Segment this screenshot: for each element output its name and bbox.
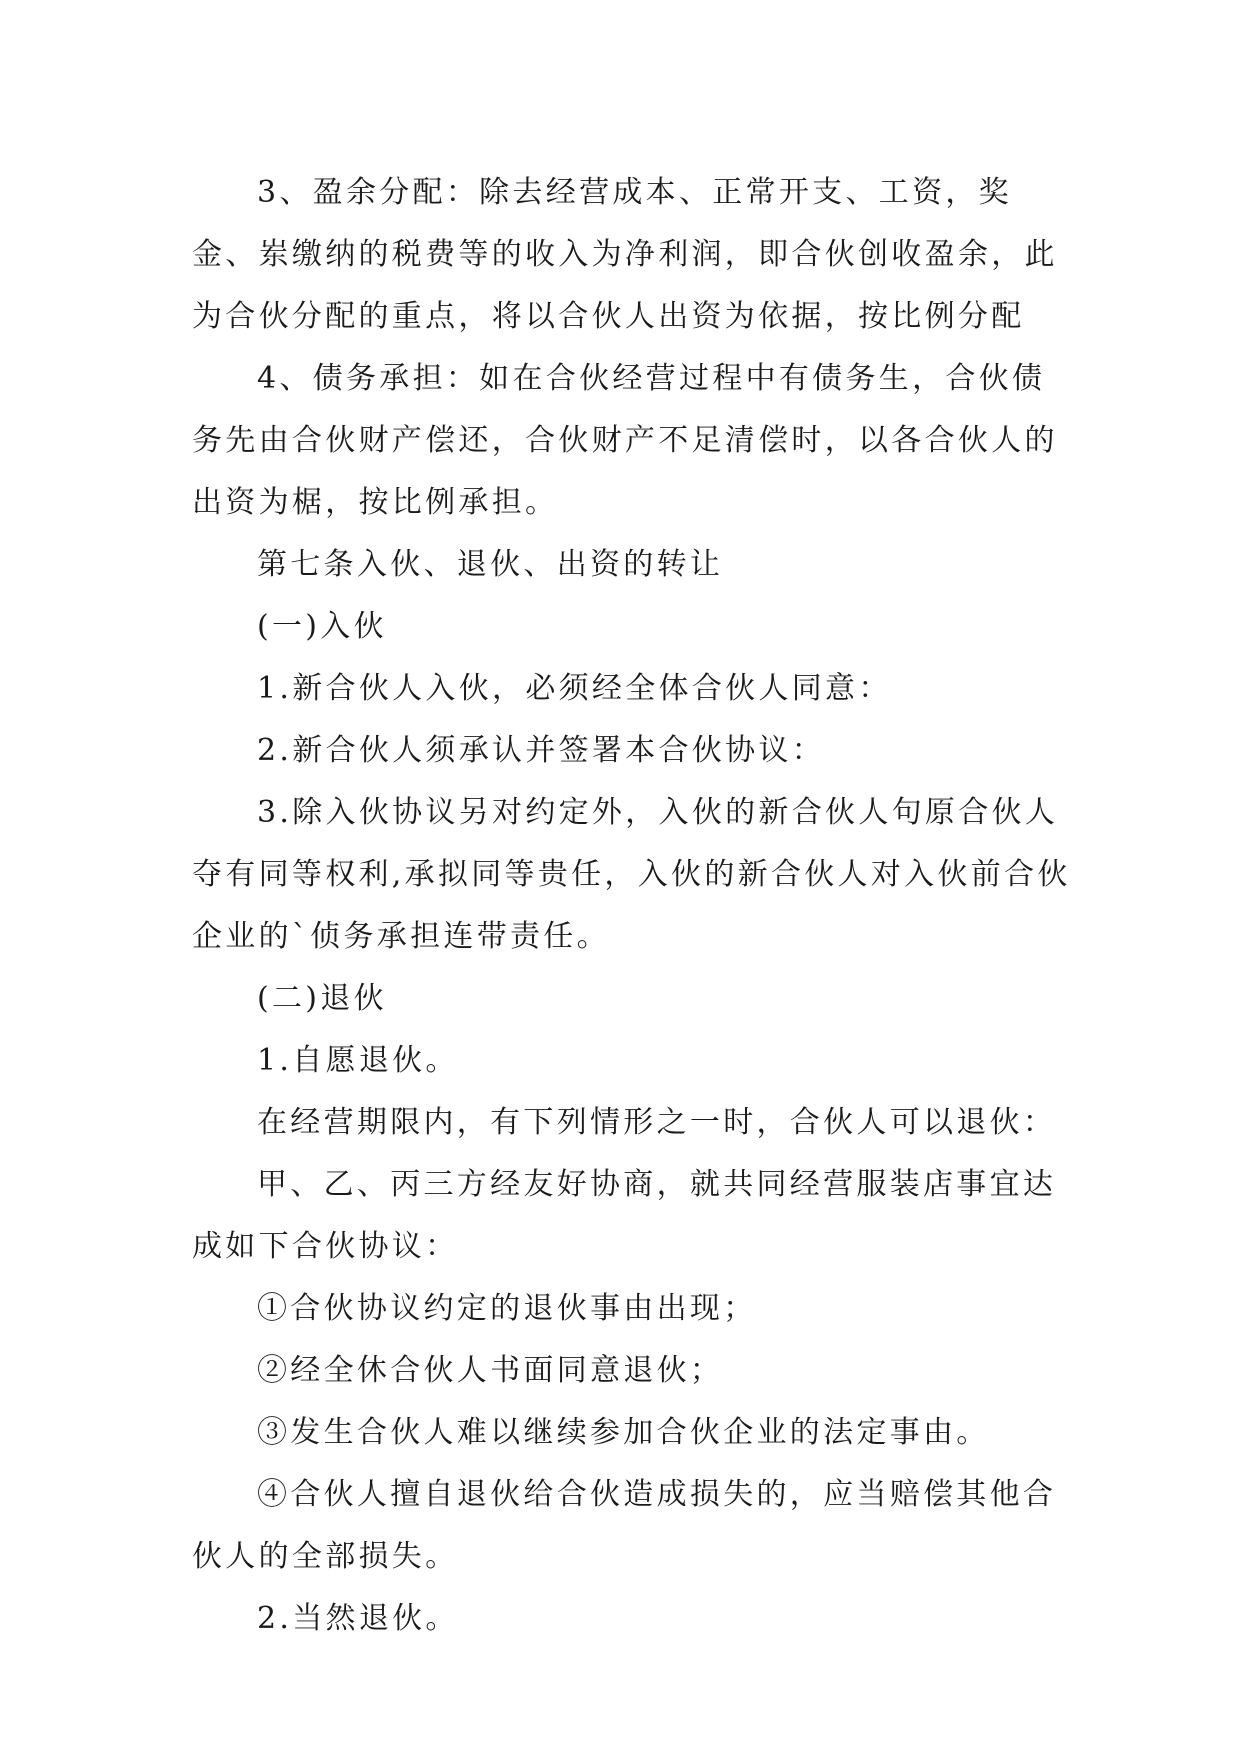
joining-clause-3: 3.除入伙协议另对约定外，入伙的新合伙人句原合伙人夺有同等权利,承拟同等贵任，入伙的新合伙人对入伙前合伙企业的`侦务承担连带责任。 [192, 795, 1071, 954]
withdrawal-condition-3: ③发生合伙人难以继续参加合伙企业的法定事由。 [257, 1415, 990, 1450]
partnership-agreement-statement: 甲、乙、丙三方经友好协商，就共同经营服装店事宜达成如下合伙协议： [192, 1167, 1057, 1264]
section-heading-joining: (一)入伙 [257, 609, 387, 644]
document-body [192, 162, 1072, 1650]
joining-clause-1: 1.新合伙人入伙，必须经全体合伙人同意： [257, 671, 892, 706]
withdrawal-condition-4: ④合伙人擅自退伙给合伙造成损失的，应当赔偿其他合伙人的全部损失。 [192, 1477, 1057, 1574]
paragraph-debt-bearing: 4、债务承担：如在合伙经营过程中有债务生，合伙债务先由合伙财产偿还，合伙财产不足清偿时，以各合伙人的出资为椐，按比例承担。 [192, 361, 1058, 520]
withdrawal-condition-1: ①合伙协议约定的退伙事由出现； [257, 1291, 757, 1326]
withdrawal-conditions-intro: 在经营期限内，有下列情形之一时，合伙人可以退伙： [257, 1105, 1057, 1140]
article-seven-heading: 第七条入伙、退伙、出资的转让 [257, 547, 724, 582]
joining-clause-2: 2.新合伙人须承认并签署本合伙协议： [257, 733, 826, 768]
withdrawal-automatic: 2.当然退伙。 [257, 1601, 459, 1636]
section-heading-withdrawal: (二)退伙 [257, 981, 387, 1016]
paragraph-profit-distribution: 3、盈余分配：除去经营成本、正常开支、工资，奖金、岽缴纳的税费等的收入为净利润，即合伙创收盈余，此为合伙分配的重点，将以合伙人出资为依据，按比例分配 [192, 175, 1058, 334]
withdrawal-voluntary: 1.自愿退伙。 [257, 1043, 459, 1078]
withdrawal-condition-2: ②经全休合伙人书面同意退伙； [257, 1353, 724, 1388]
